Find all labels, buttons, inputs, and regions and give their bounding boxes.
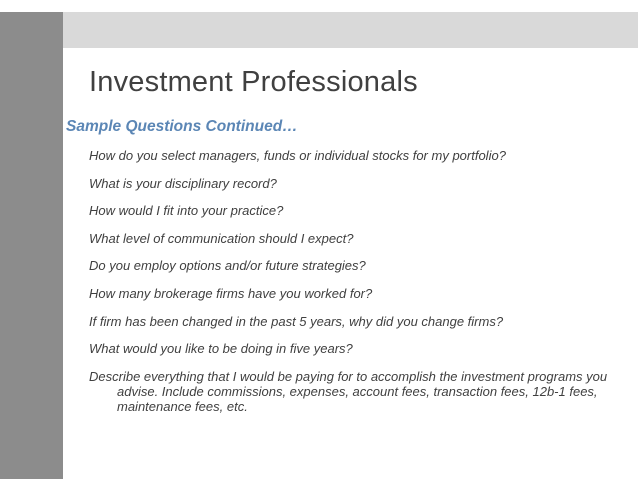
question-item: Describe everything that I would be paying for to accomplish the investment programs you advise. Include commissions, expenses, account fees, transaction fees, 12b-1 fees, maintenance fees, etc. [89, 368, 608, 414]
slide-title: Investment Professionals [89, 66, 418, 98]
question-item: What would you like to be doing in five years? [89, 341, 353, 357]
question-item: How many brokerage firms have you worked for? [89, 285, 373, 301]
left-decorative-bar [0, 0, 63, 479]
question-item: What is your disciplinary record? [89, 175, 277, 191]
slide-subtitle: Sample Questions Continued… [66, 118, 298, 135]
top-decorative-band [0, 12, 638, 48]
question-list [89, 148, 619, 414]
question-item: If firm has been changed in the past 5 years, why did you change firms? [89, 313, 504, 329]
question-item: What level of communication should I expect? [89, 230, 354, 246]
left-bar-top-gap [0, 0, 63, 12]
question-item: Do you employ options and/or future strategies? [89, 258, 366, 274]
question-item: How would I fit into your practice? [89, 203, 284, 219]
question-item: How do you select managers, funds or individual stocks for my portfolio? [89, 148, 506, 163]
